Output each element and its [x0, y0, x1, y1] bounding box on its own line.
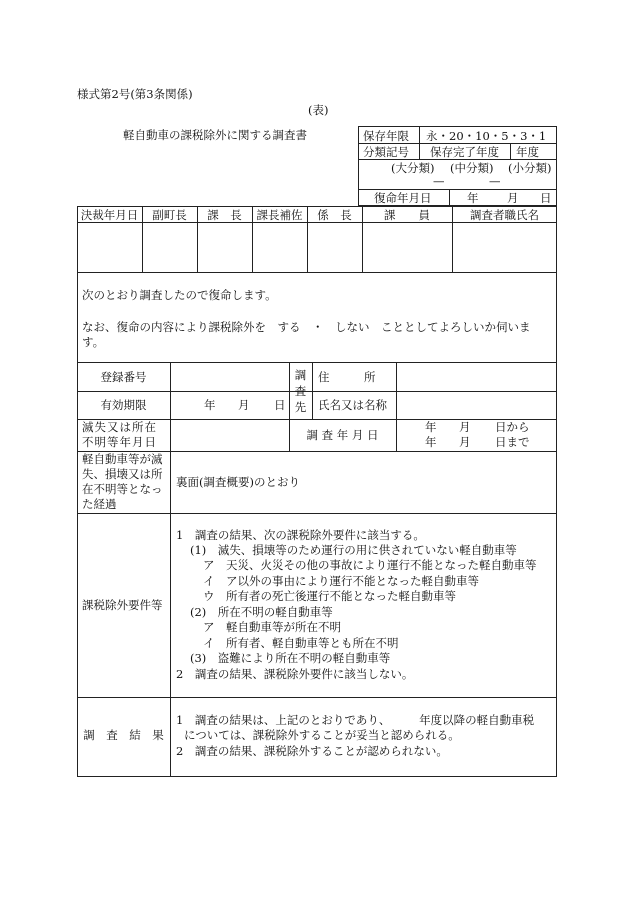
result-line: 1 調査の結果は、上記のとおりであり、 年度以降の軽自動車税 — [176, 713, 535, 727]
approval-date-header: 決裁年月日 — [80, 208, 139, 222]
valid-month-label: 月 — [238, 398, 250, 412]
middle-class-label: (中分類) — [450, 161, 494, 175]
document-title: 軽自動車の課税除外に関する調査書 — [123, 128, 307, 142]
from-month-label: 月 — [459, 420, 471, 434]
requirement-line: ウ 所有者の死亡後運行不能となった軽自動車等 — [203, 589, 456, 603]
requirement-line: (1) 滅失、損壊等のため運行の用に供されていない軽自動車等 — [190, 543, 517, 557]
valid-year-label: 年 — [204, 398, 216, 412]
survey-target-label: 査 — [294, 384, 307, 398]
retention-completion-label: 保存完了年度 — [430, 145, 499, 159]
valid-day-label: 日 — [274, 398, 286, 412]
history-label: た経過 — [82, 497, 117, 511]
report-line: 次のとおり調査したので復命します。 — [82, 288, 277, 302]
report-day-label: 日 — [540, 191, 552, 205]
requirement-line: ア 天災、火災その他の事故により運行不能となった軽自動車等 — [203, 558, 537, 572]
requirement-line: (3) 盗難により所在不明の軽自動車等 — [190, 651, 391, 665]
class-separator: — — [489, 174, 501, 188]
history-label: 失、損壊又は所 — [82, 467, 163, 481]
classification-label: 分類記号 — [363, 145, 409, 159]
requirement-line: イ 所有者、軽自動車等とも所在不明 — [203, 636, 399, 650]
retention-period-value: 永・20・10・5・3・1 — [426, 129, 547, 143]
to-day-label: 日まで — [495, 435, 530, 449]
nendo-label: 年度 — [516, 145, 539, 159]
loss-date-label: 滅失又は所在 — [82, 420, 157, 434]
class-separator: — — [433, 174, 445, 188]
staff-header: 課 員 — [384, 208, 430, 222]
result-line: 2 調査の結果、課税除外することが認められない。 — [176, 744, 448, 758]
result-line: については、課税除外することが妥当と認められる。 — [184, 728, 460, 742]
to-year-label: 年 — [425, 435, 437, 449]
loss-date-label: 不明等年月日 — [82, 435, 157, 449]
history-label: 軽自動車等が滅 — [82, 452, 163, 466]
from-year-label: 年 — [425, 420, 437, 434]
assistant-chief-header: 課長補佐 — [256, 208, 303, 222]
report-month-label: 月 — [507, 191, 519, 205]
requirement-line: (2) 所在不明の軽自動車等 — [190, 605, 333, 619]
survey-target-label: 先 — [294, 400, 307, 414]
address-label: 住 所 — [318, 370, 376, 384]
page-side-label: (表) — [308, 103, 329, 117]
major-class-label: (大分類) — [391, 161, 435, 175]
registration-number-label: 登録番号 — [100, 370, 147, 384]
history-label: 在不明等となっ — [82, 482, 163, 496]
minor-class-label: (小分類) — [508, 161, 552, 175]
report-year-label: 年 — [467, 191, 479, 205]
form-number: 様式第2号(第3条関係) — [77, 87, 193, 101]
report-line: なお、復命の内容により課税除外を する ・ しない こととしてよろしいか伺いま — [82, 320, 531, 334]
requirement-line: 1 調査の結果、次の課税除外要件に該当する。 — [176, 528, 425, 542]
valid-period-label: 有効期限 — [100, 398, 147, 412]
retention-period-label: 保存年限 — [363, 129, 409, 143]
report-date-label: 復命年月日 — [374, 191, 432, 205]
requirements-label: 課税除外要件等 — [82, 598, 163, 612]
survey-date-label: 調 査 年 月 日 — [306, 428, 379, 442]
deputy-mayor-header: 副町長 — [152, 208, 187, 222]
survey-target-label: 調 — [294, 368, 307, 382]
requirement-line: ア 軽自動車等が所在不明 — [203, 620, 341, 634]
from-day-label: 日から — [495, 420, 530, 434]
to-month-label: 月 — [459, 435, 471, 449]
history-value: 裏面(調査概要)のとおり — [176, 475, 300, 489]
requirement-line: イ ア以外の事由により運行不能となった軽自動車等 — [203, 574, 479, 588]
investigator-header: 調査者職氏名 — [470, 208, 539, 222]
name-label: 氏名又は名称 — [318, 398, 387, 412]
result-label: 調 査 結 果 — [83, 728, 164, 742]
requirement-line: 2 調査の結果、課税除外要件に該当しない。 — [176, 667, 414, 681]
report-line: す。 — [82, 335, 105, 349]
unit-chief-header: 係 長 — [317, 208, 352, 222]
section-chief-header: 課 長 — [207, 208, 242, 222]
